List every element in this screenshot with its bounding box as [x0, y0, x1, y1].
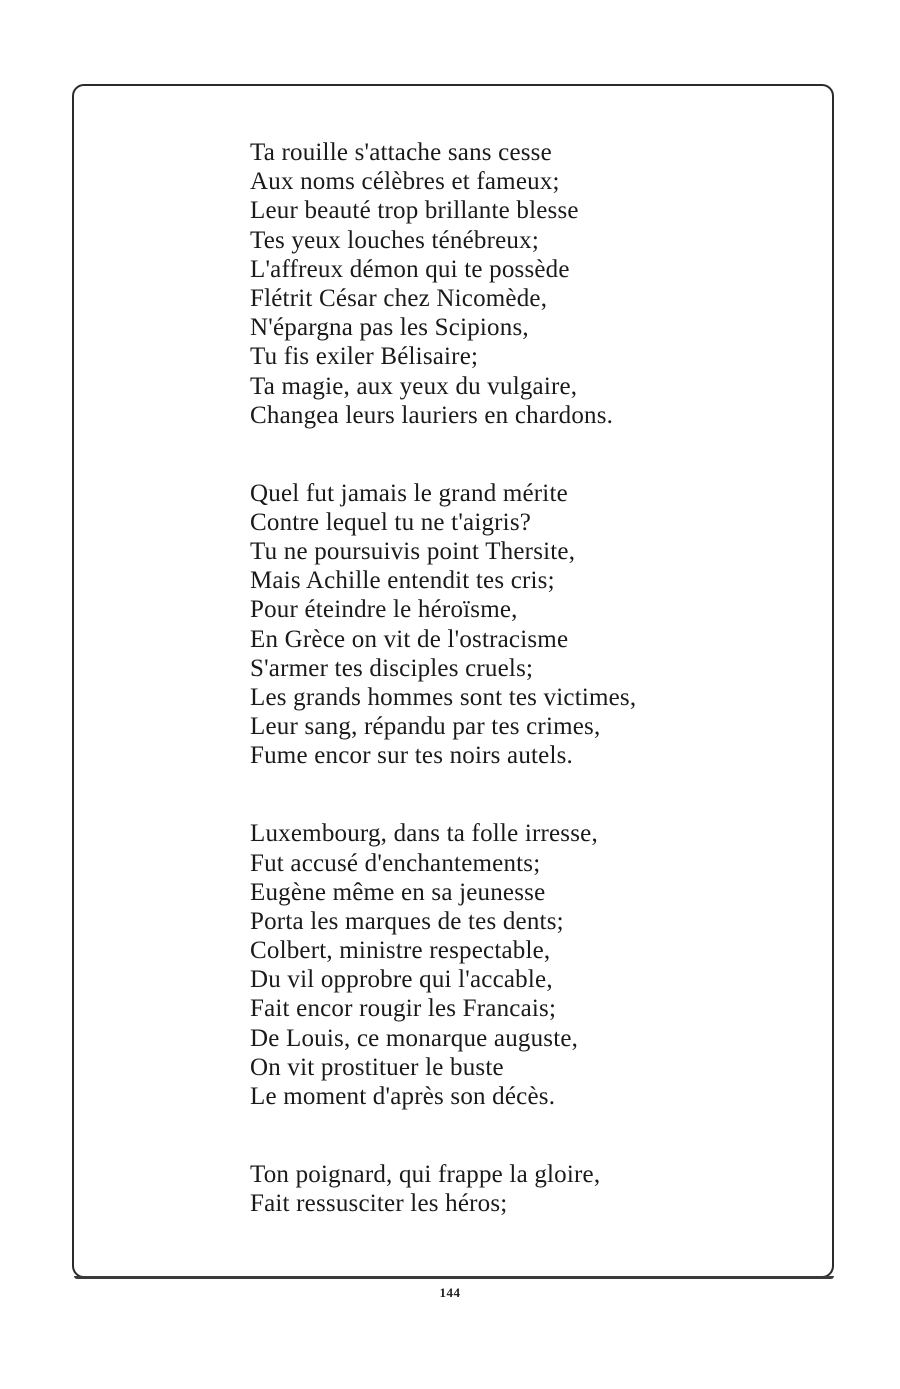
verse-line: Ta magie, aux yeux du vulgaire,	[250, 372, 578, 400]
verse-line: Changea leurs lauriers en chardons.	[250, 401, 614, 429]
verse-line: Ton poignard, qui frappe la gloire,	[250, 1161, 601, 1189]
verse-line: Fait ressusciter les héros;	[250, 1190, 508, 1218]
verse-line: Contre lequel tu ne t'aigris?	[250, 508, 532, 536]
verse-line: Tu fis exiler Bélisaire;	[250, 343, 479, 371]
verse-line: Fait encor rougir les Francais;	[250, 995, 557, 1023]
page-number: 144	[439, 1285, 461, 1300]
verse-line: Quel fut jamais le grand mérite	[250, 479, 568, 507]
verse-line: En Grèce on vit de l'ostracisme	[250, 625, 569, 653]
verse-line: Aux noms célèbres et fameux;	[250, 168, 560, 196]
verse-line: Le moment d'après son décès.	[250, 1083, 556, 1111]
verse-line: Ta rouille s'attache sans cesse	[250, 139, 552, 166]
verse-line: Leur sang, répandu par tes crimes,	[250, 713, 601, 741]
verse-line: Porta les marques de tes dents;	[250, 907, 564, 935]
poem-body	[250, 138, 810, 1218]
verse-line: L'affreux démon qui te possède	[250, 255, 570, 283]
verse-line: Eugène même en sa jeunesse	[250, 878, 546, 906]
verse-line: Fut accusé d'enchantements;	[250, 849, 541, 877]
verse-line: Luxembourg, dans ta folle irresse,	[250, 820, 598, 848]
verse-line: S'armer tes disciples cruels;	[250, 654, 534, 682]
stanza-3	[250, 819, 810, 1111]
stanza-1	[250, 138, 810, 430]
verse-line: Pour éteindre le héroïsme,	[250, 596, 518, 624]
verse-line: Du vil opprobre qui l'accable,	[250, 966, 553, 994]
verse-line: On vit prostituer le buste	[250, 1053, 504, 1081]
verse-line: Les grands hommes sont tes victimes,	[250, 683, 637, 711]
verse-line: Tes yeux louches ténébreux;	[250, 226, 539, 254]
stanza-4	[250, 1160, 810, 1218]
verse-line: Fume encor sur tes noirs autels.	[250, 742, 574, 770]
verse-line: Mais Achille entendit tes cris;	[250, 567, 555, 595]
page-border-shadow	[74, 1276, 834, 1279]
verse-line: Leur beauté trop brillante blesse	[250, 197, 579, 225]
verse-line: Tu ne poursuivis point Thersite,	[250, 538, 576, 566]
verse-line: N'épargna pas les Scipions,	[250, 314, 529, 342]
verse-line: Colbert, ministre respectable,	[250, 937, 551, 965]
verse-line: Flétrit César chez Nicomède,	[250, 284, 548, 312]
verse-line: De Louis, ce monarque auguste,	[250, 1024, 579, 1052]
stanza-2	[250, 479, 810, 771]
